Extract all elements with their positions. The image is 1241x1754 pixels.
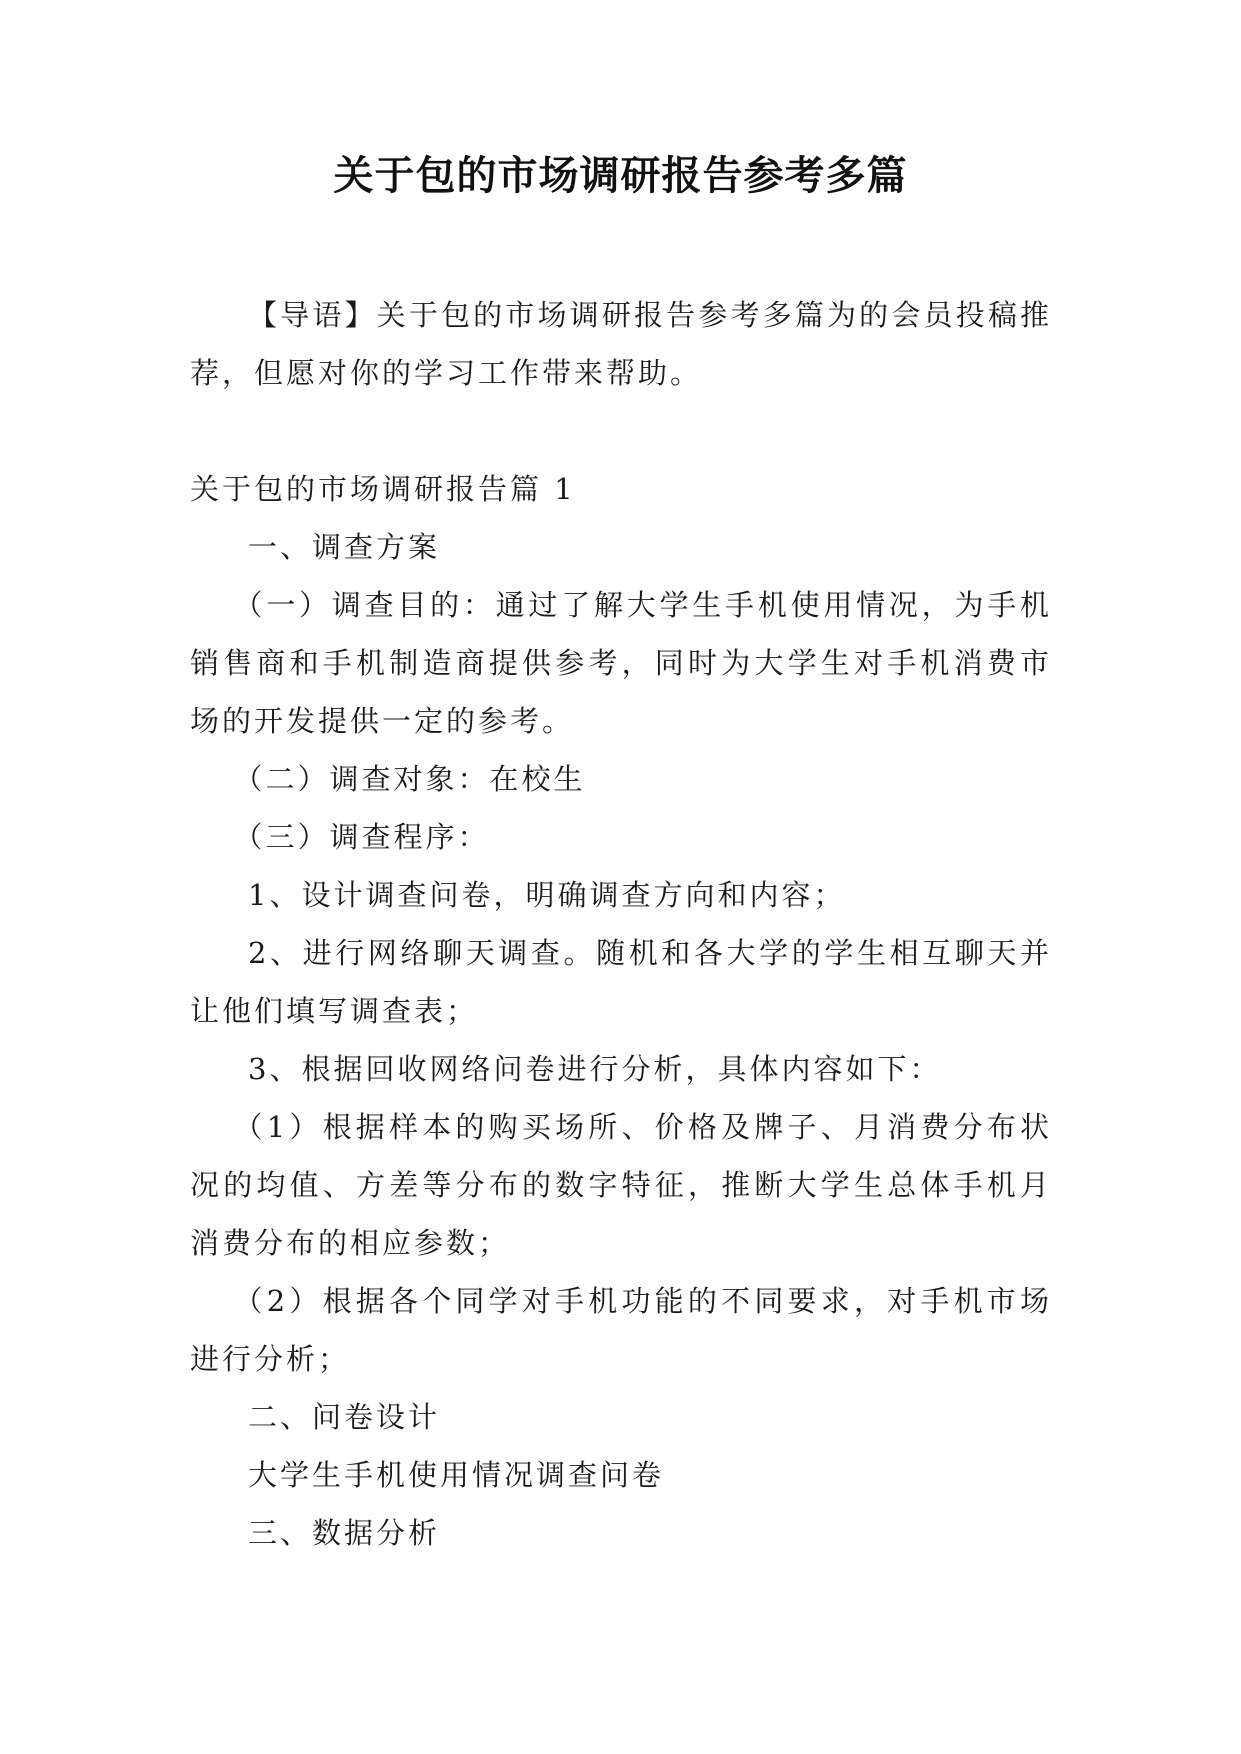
document-title: 关于包的市场调研报告参考多篇 <box>333 153 908 199</box>
spacer <box>190 402 1052 460</box>
paragraph-questionnaire-heading: 二、问卷设计 <box>248 1400 441 1434</box>
paragraph-step-1: 1、设计调查问卷，明确调查方向和内容； <box>248 878 846 912</box>
section-heading: 关于包的市场调研报告篇 1 <box>190 472 576 506</box>
intro-paragraph: 【导语】关于包的市场调研报告参考多篇为的会员投稿推荐，但愿对你的学习工作带来帮助。 <box>190 298 1052 390</box>
paragraph-subjects: （二）调查对象：在校生 <box>233 762 586 796</box>
paragraph-step-2: 2、进行网络聊天调查。随机和各大学的学生相互聊天并让他们填写调查表； <box>190 936 1052 1028</box>
document-body <box>190 286 1052 1562</box>
paragraph-procedure: （三）调查程序： <box>233 820 490 854</box>
paragraph-questionnaire-title: 大学生手机使用情况调查问卷 <box>248 1458 665 1492</box>
paragraph-plan-heading: 一、调查方案 <box>248 530 441 564</box>
paragraph-purpose: （一）调查目的：通过了解大学生手机使用情况，为手机销售商和手机制造商提供参考，同时为大学生对手机消费市场的开发提供一定的参考。 <box>190 588 1052 738</box>
paragraph-data-analysis-heading: 三、数据分析 <box>248 1516 441 1550</box>
paragraph-analysis-1: （1）根据样本的购买场所、价格及牌子、月消费分布状况的均值、方差等分布的数字特征，推断大学生总体手机月消费分布的相应参数； <box>190 1110 1052 1260</box>
paragraph-step-3: 3、根据回收网络问卷进行分析，具体内容如下： <box>248 1052 942 1086</box>
paragraph-analysis-2: （2）根据各个同学对手机功能的不同要求，对手机市场进行分析； <box>190 1284 1052 1376</box>
